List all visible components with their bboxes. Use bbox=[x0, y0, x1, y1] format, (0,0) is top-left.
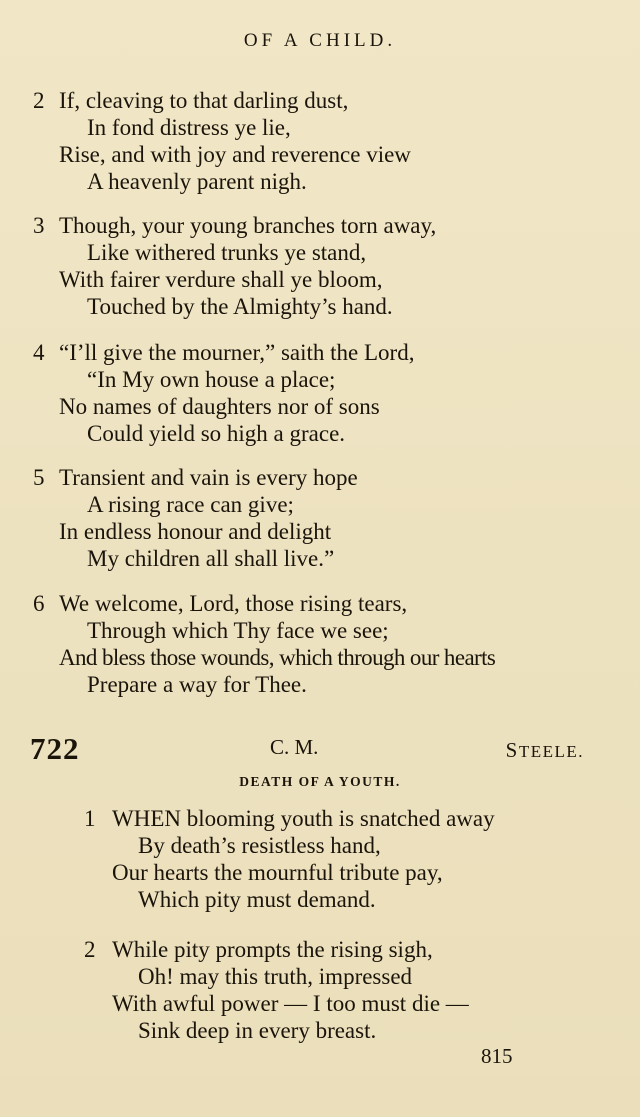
hymn-author bbox=[506, 738, 584, 763]
verse-line: Rise, and with joy and reverence view bbox=[59, 142, 411, 167]
verse-line: Sink deep in every breast. bbox=[138, 1018, 377, 1043]
stanza-number: 2 bbox=[33, 88, 45, 113]
verse-line: A heavenly parent nigh. bbox=[87, 169, 307, 194]
verse-line: While pity prompts the rising sigh, bbox=[112, 937, 433, 962]
verse-line: A rising race can give; bbox=[87, 492, 294, 517]
running-head: OF A CHILD. bbox=[243, 30, 397, 51]
verse-line: WHEN blooming youth is snatched away bbox=[112, 806, 495, 831]
verse-line: Which pity must demand. bbox=[138, 887, 376, 912]
verse-line: We welcome, Lord, those rising tears, bbox=[59, 591, 408, 616]
verse-line: “In My own house a place; bbox=[87, 367, 336, 392]
author-initial: S bbox=[505, 738, 519, 762]
verse-line: With fairer verdure shall ye bloom, bbox=[59, 267, 383, 292]
verse-line: Could yield so high a grace. bbox=[87, 421, 346, 446]
hymn-number: 722 bbox=[30, 731, 80, 766]
verse-line: Oh! may this truth, impressed bbox=[138, 964, 413, 989]
page-number: 815 bbox=[481, 1044, 513, 1068]
verse-line: In endless honour and delight bbox=[59, 519, 332, 544]
verse-line: And bless those wounds, which through our hearts bbox=[59, 645, 496, 670]
stanza-number: 3 bbox=[33, 213, 45, 238]
verse-line: My children all shall live.” bbox=[87, 546, 335, 571]
verse-line: Transient and vain is every hope bbox=[59, 465, 358, 490]
verse-line: With awful power — I too must die — bbox=[112, 991, 469, 1016]
verse-line: Prepare a way for Thee. bbox=[87, 672, 307, 697]
verse-line: If, cleaving to that darling dust, bbox=[59, 88, 349, 113]
verse-line: Touched by the Almighty’s hand. bbox=[87, 294, 393, 319]
stanza-number: 6 bbox=[33, 591, 45, 616]
verse-line: Like withered trunks ye stand, bbox=[87, 240, 367, 265]
verse-line: In fond distress ye lie, bbox=[87, 115, 291, 140]
hymn-meter: C. M. bbox=[270, 735, 319, 759]
verse-line: No names of daughters nor of sons bbox=[59, 394, 380, 419]
hymn-subtitle: DEATH OF A YOUTH. bbox=[239, 774, 401, 789]
verse-line: Our hearts the mournful tribute pay, bbox=[112, 860, 443, 885]
author-rest: TEELE. bbox=[518, 742, 584, 761]
stanza-number: 4 bbox=[33, 340, 45, 365]
verse-line: Through which Thy face we see; bbox=[87, 618, 389, 643]
verse-line: Though, your young branches torn away, bbox=[59, 213, 437, 238]
stanza-number: 2 bbox=[84, 937, 96, 962]
stanza-number: 5 bbox=[33, 465, 45, 490]
stanza-number: 1 bbox=[84, 806, 96, 831]
verse-line: By death’s resistless hand, bbox=[138, 833, 381, 858]
verse-line: “I’ll give the mourner,” saith the Lord, bbox=[59, 340, 415, 365]
